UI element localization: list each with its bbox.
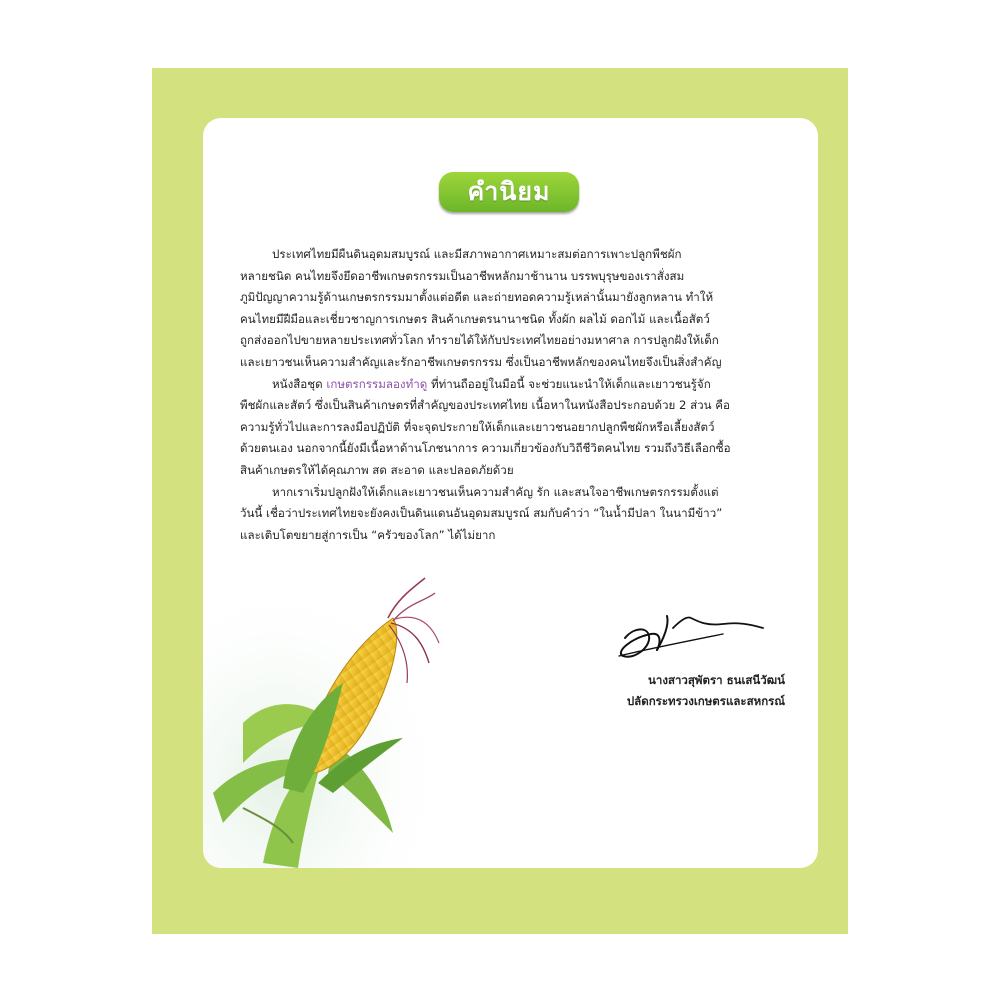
text-line: คนไทยมีฝีมือและเชี่ยวชาญการเกษตร สินค้าเกษตรนานาชนิด ทั้งผัก ผลไม้ ดอกไม้ และเนื้อสัตว์ [240,311,710,326]
title-badge [439,172,579,212]
paragraph-3 [240,482,786,547]
paragraph-1 [240,244,786,374]
series-name: เกษตรกรรมลองทำดู [326,376,428,391]
signature-graphic [603,598,773,668]
text-line: ประเทศไทยมีผืนดินอุดมสมบูรณ์ และมีสภาพอากาศเหมาะสมต่อการเพาะปลูกพืชผัก [272,247,682,261]
paragraph-2 [240,374,786,482]
signer-block [627,670,785,712]
corn-illustration [203,573,453,868]
page-title: คำนิยม [467,177,551,206]
text-span: หนังสือชุด [272,376,327,391]
text-line: ด้วยตนเอง นอกจากนี้ยังมีเนื้อหาด้านโภชนาการ ความเกี่ยวข้องกับวิถีชีวิตคนไทย รวมถึงวิธีเลือกซื้อ [240,441,731,456]
text-line [240,374,786,396]
text-line: ถูกส่งออกไปขายหลายประเทศทั่วโลก ทำรายได้ให้กับประเทศไทยอย่างมหาศาล การปลูกฝังให้เด็ก [240,333,719,348]
foreword-body [240,244,786,546]
text-line: วันนี้ เชื่อว่าประเทศไทยจะยังคงเป็นดินแดนอันอุดมสมบูรณ์ สมกับคำว่า “ในน้ำมีปลา ในนามีข้าว” [240,506,723,521]
text-line: และเติบโตขยายสู่การเป็น “ครัวของโลก” ได้ไม่ยาก [240,527,496,542]
text-line: พืชผักและสัตว์ ซึ่งเป็นสินค้าเกษตรที่สำคัญของประเทศไทย เนื้อหาในหนังสือประกอบด้วย 2 ส่วน คือ [240,398,731,413]
signer-name: นางสาวสุพัตรา ธนเสนีวัฒน์ [648,673,785,687]
text-line: และเยาวชนเห็นความสำคัญและรักอาชีพเกษตรกรรม ซึ่งเป็นอาชีพหลักของคนไทยจึงเป็นสิ่งสำคัญ [240,354,722,369]
text-line: หลายชนิด คนไทยจึงยึดอาชีพเกษตรกรรมเป็นอาชีพหลักมาช้านาน บรรพบุรุษของเราสั่งสม [240,268,685,283]
text-span: ที่ท่านถืออยู่ในมือนี้ จะช่วยแนะนำให้เด็กและเยาวชนรู้จัก [427,376,711,391]
text-line: ความรู้ทั่วไปและการลงมือปฏิบัติ ที่จะจุดประกายให้เด็กและเยาวชนอยากปลูกพืชผักหรือเลี้ยงสัตว์ [240,419,715,434]
text-line: ภูมิปัญญาความรู้ด้านเกษตรกรรมมาตั้งแต่อดีต และถ่ายทอดความรู้เหล่านั้นมายังลูกหลาน ทำให้ [240,290,714,305]
text-line: สินค้าเกษตรให้ได้คุณภาพ สด สะอาด และปลอดภัยด้วย [240,462,514,477]
content-card [203,118,818,868]
text-line: หากเราเริ่มปลูกฝังให้เด็กและเยาวชนเห็นความสำคัญ รัก และสนใจอาชีพเกษตรกรรมตั้งแต่ [272,484,719,499]
signer-position: ปลัดกระทรวงเกษตรและสหกรณ์ [626,694,785,708]
